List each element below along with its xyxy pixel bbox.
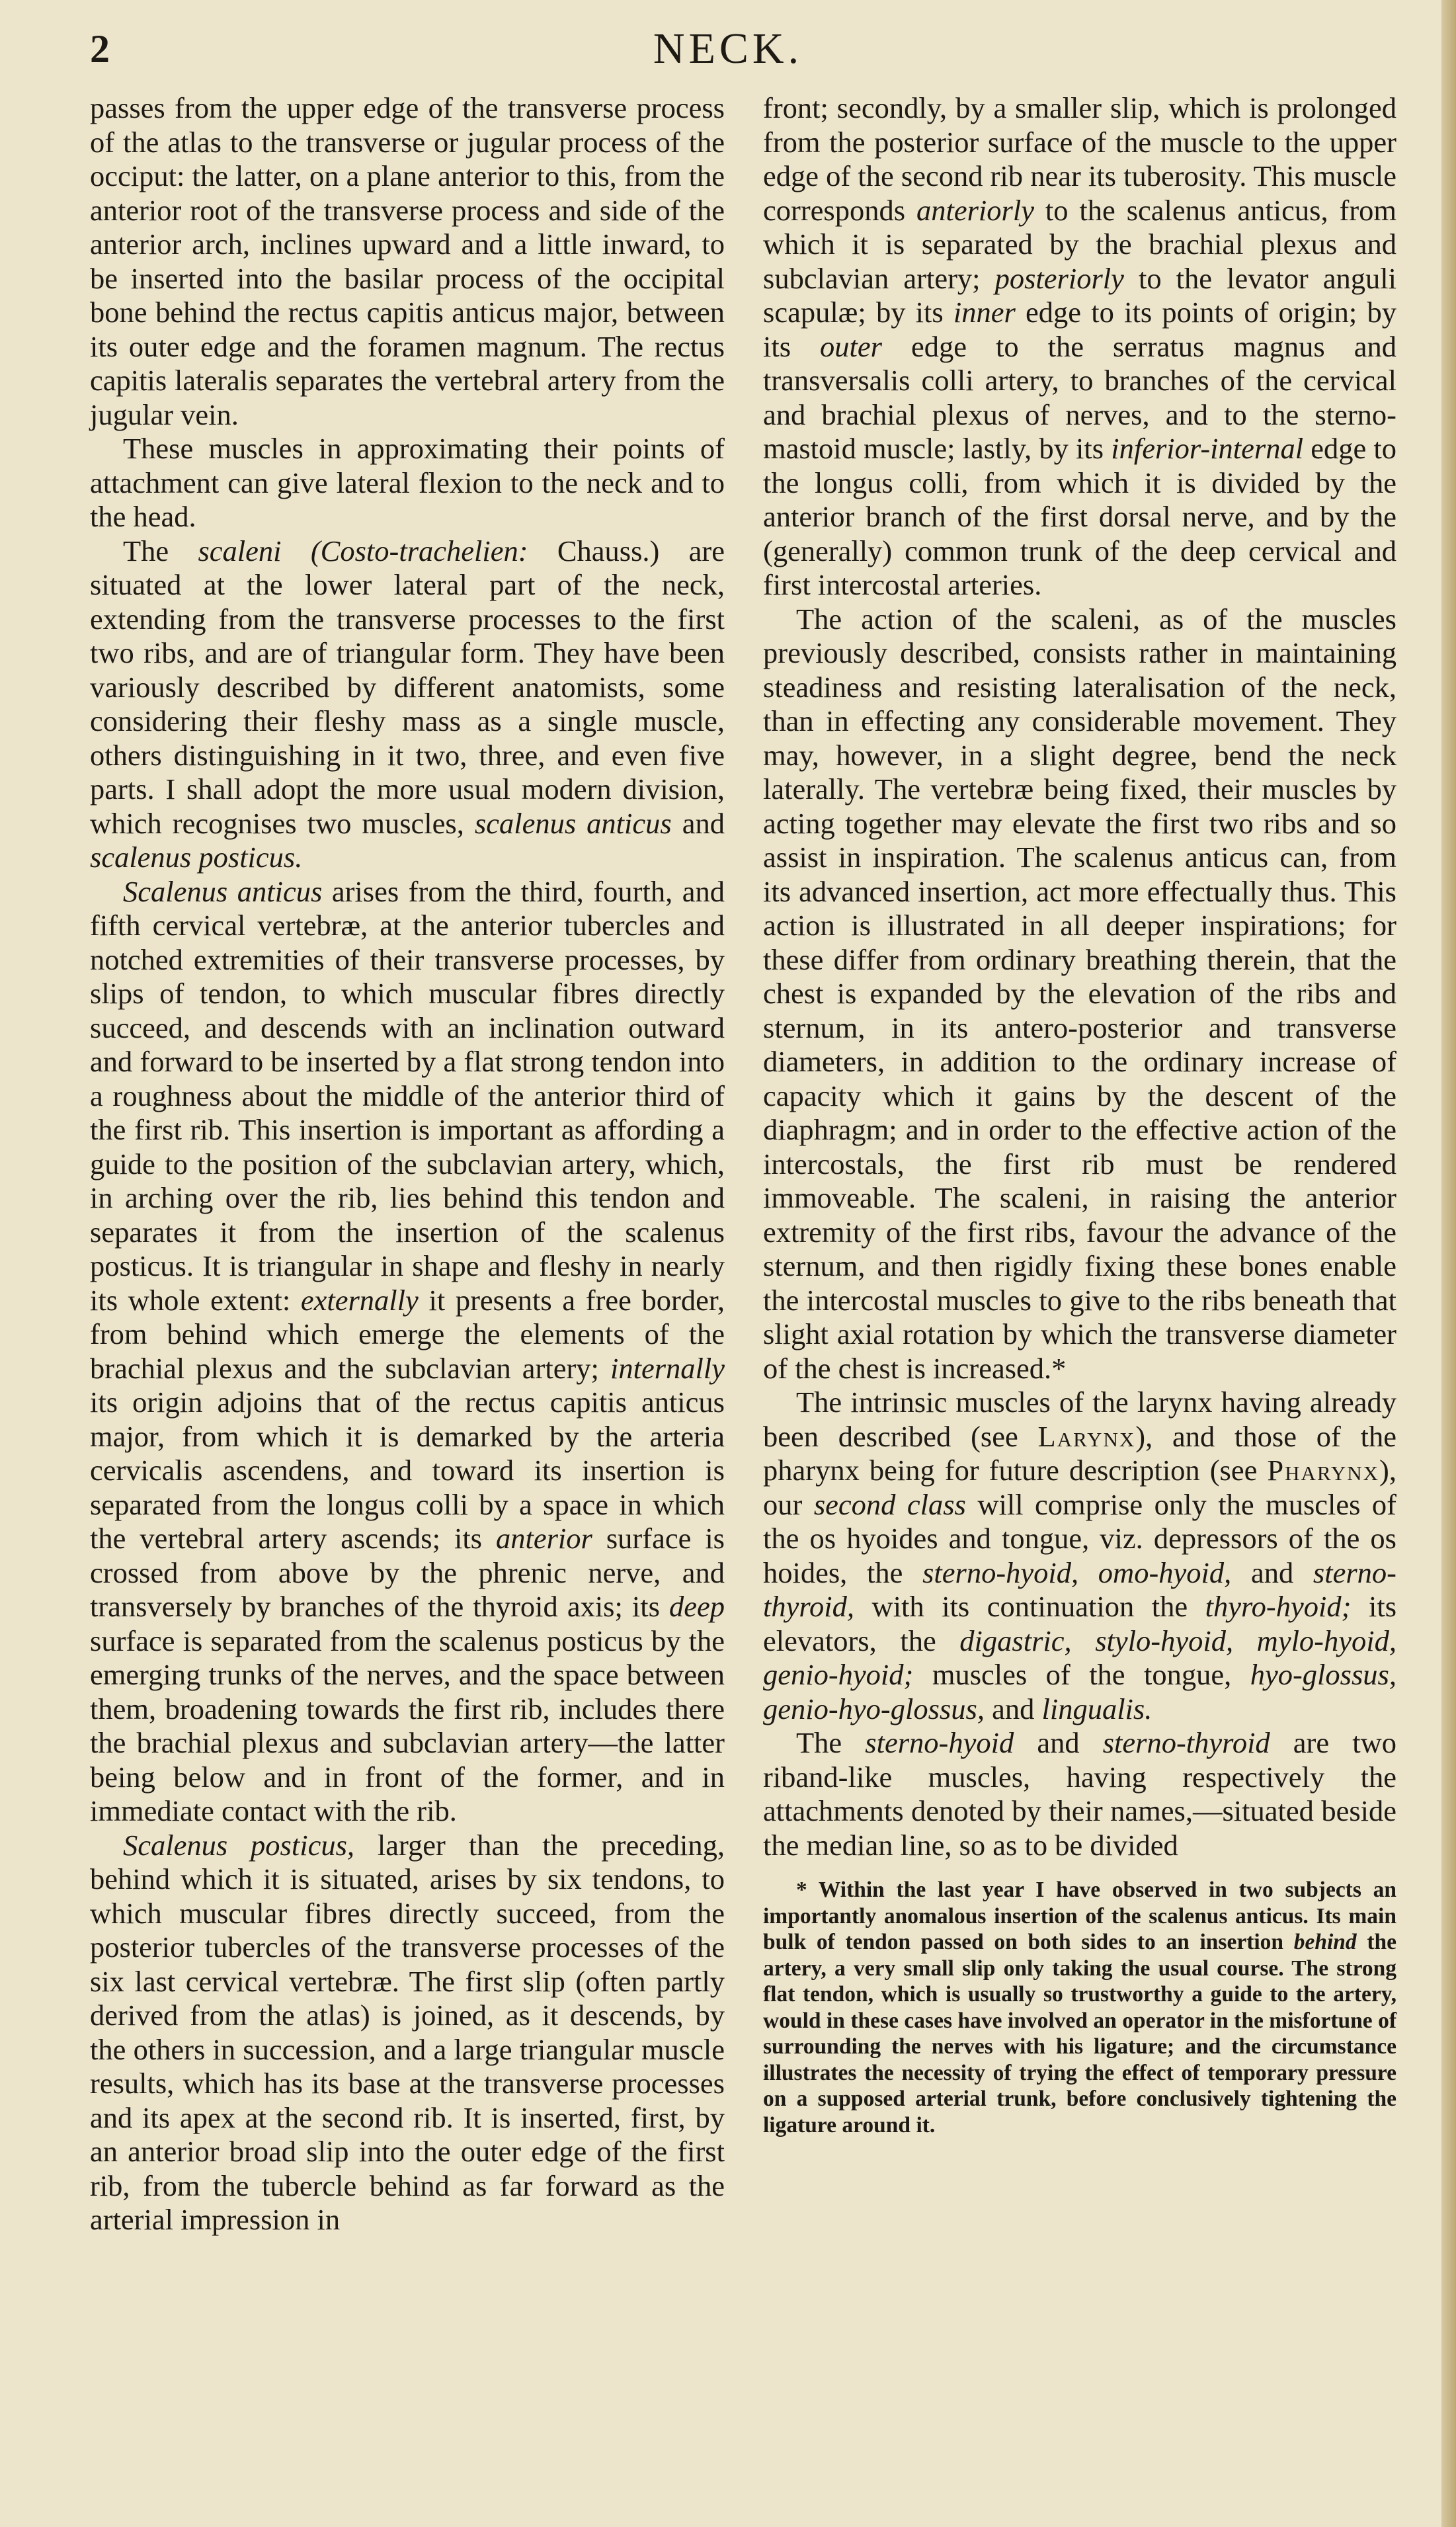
italic-term: inner [953,296,1016,329]
text-span: to the scalenus anticus, from which it is separated by the brachial plexus and subclavian artery; [763,193,1397,295]
paragraph [90,534,725,875]
footnote [763,1877,1396,2138]
text-span: its elevators, the [763,1590,1397,1657]
italic-term: externally [300,1283,419,1317]
paragraph [90,1829,725,2237]
text-span: its origin adjoins that of the rectus capitis anticus major, from which it is demarked by the arteria cervicalis ascendens, and toward its insertion is separated from the longus colli by a space in which the vertebral artery ascends; its [90,1386,725,1555]
cross-reference: Pharynx [1267,1454,1380,1487]
paragraph [763,1726,1396,1862]
text-span: and [671,806,725,840]
italic-term: deep [668,1590,725,1623]
italic-term: hyo-glossus, genio-hyo-glossus, [763,1658,1396,1725]
text-span: The [123,534,198,567]
italic-term: scalenus anticus [474,806,672,840]
italic-term: anterior [496,1522,592,1555]
italic-term: posteriorly [994,261,1124,295]
italic-term: outer [820,329,882,363]
text-span: ), our [763,1454,1396,1521]
paragraph [90,875,725,1829]
text-span: larger than the preceding, behind which it is situated, arises by six tendons, to which muscular fibres directly succeed, from the posterior tubercles of the transverse processes of the six last cervical vertebræ. The first slip (often partly derived from the atlas) is joined, as it descends, by the others in succession, and a large triangular muscle results, which has its base at the transverse processes and its apex at the second rib. It is inserted, first, by an anterior broad slip into the outer edge of the first rib, from the tubercle behind as far forward as the arterial impression in [90,1828,725,2236]
page-edge-shadow [1441,0,1456,2527]
page-header [0,20,1456,93]
text-span: * Within the last year I have observed in two subjects an importantly anomalous insertion of the scalenus anticus. Its main bulk of tendon passed on both sides to an insertion [763,1878,1396,1954]
right-column [763,91,1396,2138]
text-span: and [1231,1555,1313,1589]
italic-term: inferior-internal [1111,432,1304,465]
italic-term: Scalenus posticus, [123,1828,355,1862]
text-span: edge to the longus colli, from which it is divided by the anterior branch of the first dorsal nerve, and by the (generally) common trunk of the deep cervical and first intercostal arteries. [763,432,1396,601]
text-span: The intrinsic muscles of the larynx having already been described (see [763,1386,1396,1453]
italic-term: digastric, stylo-hyoid, mylo-hyoid, genio-hyoid; [763,1624,1396,1691]
text-span: with its continuation the [854,1590,1205,1623]
text-span: and [984,1692,1042,1725]
italic-term: anteriorly [916,193,1034,227]
paragraph: These muscles in approximating their points of attachment can give lateral flexion to the neck and to the head. [90,432,725,533]
italic-term: sterno-thyroid [1102,1726,1270,1759]
italic-term: second class [813,1487,966,1521]
text-span: are two riband-like muscles, having respectively the attachments denoted by their names,—situated beside the median line, so as to be divided [763,1726,1396,1862]
italic-term: sterno-hyoid, omo-hyoid, [922,1555,1232,1589]
text-span: edge to its points of origin; by its [763,296,1396,363]
text-span: surface is separated from the scalenus posticus by the emerging trunks of the nerves, and the space between them, broadening towards the first rib, includes there the brachial plexus and subclavian artery—the latter being below and in front of the former, and in immediate contact with the rib. [90,1624,725,1827]
text-span: edge to the serratus magnus and transversalis colli artery, to branches of the cervical and brachial plexus of nerves, and to the sterno-mastoid muscle; lastly, by its [763,329,1396,465]
text-span: and [1014,1726,1103,1759]
paragraph: passes from the upper edge of the transverse process of the atlas to the transverse or jugular process of the occiput: the latter, on a plane anterior to this, from the anterior root of the transverse process and side of the anterior arch, inclines upward and a little inward, to be inserted into the basilar process of the occipital bone behind the rectus capitis anticus major, between its outer edge and the foramen magnum. The rectus capitis lateralis separates the vertebral artery from the jugular vein. [90,91,725,431]
text-span: Chauss.) are situated at the lower lateral part of the neck, extending from the transverse processes to the first two ribs, and are of triangular form. They have been variously described by different anatomists, some considering their fleshy mass as a single muscle, others distinguishing in it two, three, and even five parts. I shall adopt the more usual modern division, which recognises two muscles, [90,534,725,840]
italic-term: sterno-hyoid [865,1726,1014,1759]
page-number: 2 [90,27,110,71]
text-span: surface is crossed from above by the phrenic nerve, and transversely by branches of the thyroid axis; its [90,1522,725,1623]
italic-term: thyro-hyoid; [1205,1590,1352,1623]
italic-term: sterno-thyroid, [763,1555,1396,1623]
running-head: NECK. [653,24,803,73]
text-span: front; secondly, by a smaller slip, which is prolonged from the posterior surface of the muscle to the upper edge of the second rib near its tuberosity. This muscle corresponds [763,91,1396,227]
paragraph: The action of the scaleni, as of the muscles previously described, consists rather in maintaining steadiness and resisting lateralisation of the neck, than in effecting any considerable movement. They may, however, in a slight degree, bend the neck laterally. The vertebræ being fixed, their muscles by acting together may elevate the first two ribs and so assist in inspiration. The scalenus anticus can, from its advanced insertion, act more effectually thus. This action is illustrated in all deeper inspirations; for these differ from ordinary breathing therein, that the chest is expanded by the elevation of the ribs and sternum, in its antero-posterior and transverse diameters, in addition to the ordinary increase of capacity which it gains by the descent of the diaphragm; and in order to the effective action of the intercostals, the first rib must be rendered immoveable. The scaleni, in raising the anterior extremity of the first ribs, favour the advance of the sternum, and then rigidly fixing these bones enable the intercostal muscles to give to the ribs beneath that slight axial rotation by which the transverse diameter of the chest is increased.* [763,602,1396,1385]
italic-term: internally [610,1351,725,1385]
text-span: arises from the third, fourth, and fifth cervical vertebræ, at the anterior tubercles and notched extremities of their transverse processes, by slips of tendon, to which muscular fibres directly succeed, and descends with an inclination outward and forward to be inserted by a flat strong tendon into a roughness about the middle of the anterior third of the first rib. This insertion is important as affording a guide to the position of the subclavian artery, which, in arching over the rib, lies behind this tendon and separates it from the insertion of the scalenus posticus. It is triangular in shape and fleshy in nearly its whole extent: [90,874,725,1317]
italic-term: Scalenus anticus [123,874,323,908]
text-span: to the levator anguli scapulæ; by its [763,261,1396,329]
text-span: the artery, a very small slip only taking the usual course. The strong flat tendon, which is usually so trustworthy a guide to the artery, would in these cases have involved an operator in the misfortune of surrounding the nerves with his ligature; and the circumstance illustrates the necessity of trying the effect of temporary pressure on a supposed arterial trunk, before conclusively tightening the ligature around it. [763,1930,1396,2137]
paragraph [763,1386,1396,1726]
italic-term: scaleni (Costo-trachelien: [198,534,528,567]
text-span: muscles of the tongue, [913,1658,1250,1691]
left-column [90,91,725,2237]
text-span: it presents a free border, from behind which emerge the elements of the brachial plexus and the subclavian artery; [90,1283,725,1385]
paragraph [763,91,1396,602]
text-span: ), and those of the pharynx being for future description (see [763,1419,1396,1487]
italic-term: scalenus posticus. [90,841,303,874]
text-span: The [796,1726,866,1759]
italic-term: lingualis. [1041,1692,1153,1725]
cross-reference: Larynx [1037,1419,1136,1453]
text-span: will comprise only the muscles of the os hyoides and tongue, viz. depressors of the os hoides, the [763,1487,1397,1589]
italic-term: behind [1293,1930,1357,1954]
